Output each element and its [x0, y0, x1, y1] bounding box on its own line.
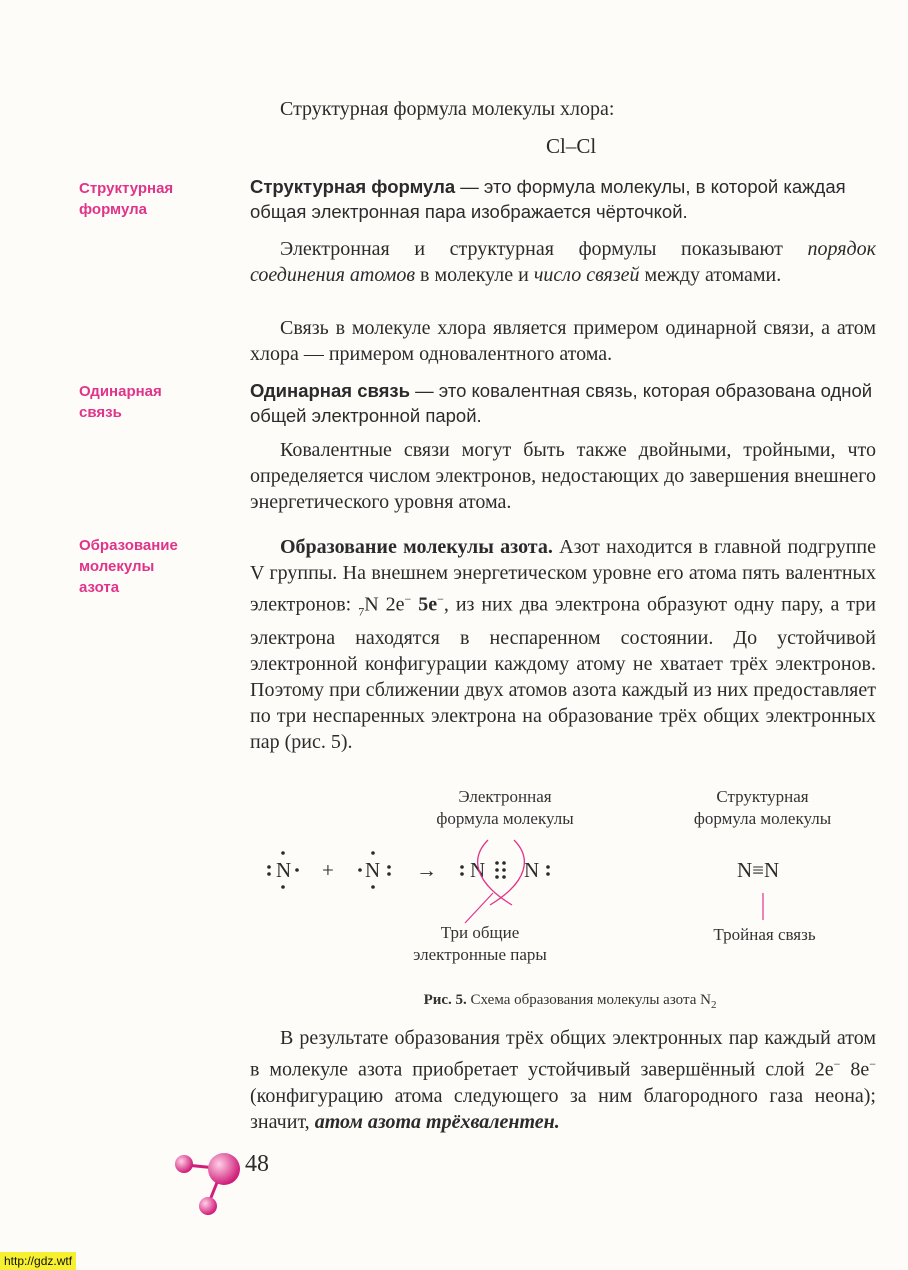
text: Ковалентные связи могут быть также двойными, тройными, что определяется числом электронов, недостающих до завершения внешнего энергетического уровня атома. [250, 439, 876, 513]
triple-bond-formula: N≡N [737, 858, 780, 882]
paragraph-result [250, 1025, 876, 1135]
intro-text: Структурная формула молекулы хлора: [280, 98, 615, 120]
page-number: 48 [245, 1151, 269, 1177]
molecule-decoration-icon [170, 1145, 250, 1220]
caption-subscript: 2 [710, 999, 717, 1011]
chlorine-formula: Cl–Cl [546, 134, 597, 158]
label-line: формула молекулы [436, 809, 574, 828]
electron-dots [267, 851, 550, 889]
text: (конфигурацию атома следующего за ним благородного газа неона); значит, [250, 1084, 876, 1133]
side-label-line: азота [79, 579, 120, 596]
bold-italic-text: атом азота трёхвалентен. [314, 1110, 560, 1133]
figure-label-triple-bond: Тройная связь [713, 925, 816, 944]
definition-text: — это ковалентная связь, которая образована одной общей электронной парой. [250, 380, 873, 426]
side-label-line: формула [79, 201, 147, 218]
footer-url-link[interactable]: http://gdz.wtf [0, 1252, 76, 1270]
plus-sign: + [322, 858, 334, 882]
side-label-line: молекулы [79, 558, 155, 575]
italic-text: порядок соединения атомов [250, 238, 876, 286]
bold-title: Образование молекулы азота. [280, 536, 553, 558]
text: , из них два электрона образуют одну пару, а три электрона находятся в неспаренном состоянии. До устойчивой электронной конфигурации каждому атому не хватает трёх электронов. Поэтому при сближении двух атомов азота каждый из них предоставляет по три неспаренных электрона на образование трёх общих электронных пар (рис. 5). [250, 593, 876, 753]
italic-text: число связей [533, 264, 640, 286]
side-label-line: Одинарная [79, 383, 162, 400]
shared-pair-outline-right [490, 840, 524, 905]
label-line: Электронная [458, 787, 552, 806]
definition-term: Одинарная связь [250, 380, 410, 401]
text: в молекуле и [415, 264, 534, 286]
label-line: электронные пары [413, 945, 547, 964]
side-label-line: Структурная [79, 180, 174, 197]
superscript: − [869, 1057, 876, 1071]
label-line: Три общие [440, 923, 520, 942]
caption-text: Схема образования молекулы азота N [466, 992, 711, 1008]
shared-pair-outline-left [478, 840, 512, 905]
text: Азот находится в главной подгруппе V группы. На внешнем энергетическом уровне его атома пять валентных электронов: [250, 536, 876, 616]
nitrogen-atom-2: N [365, 858, 381, 882]
text: N 2e [364, 593, 405, 616]
figure-caption [300, 989, 840, 1016]
nitrogen-atom-3: N [470, 858, 486, 882]
nitrogen-atom-4: N [524, 858, 540, 882]
caption-label: Рис. 5. [423, 992, 467, 1008]
figure-label-shared-pairs [380, 922, 580, 966]
text: В результате образования трёх общих электронных пар каждый атом в молекуле азота приобретает устойчивый завершённый слой 2e [250, 1027, 876, 1081]
superscript: − [404, 592, 412, 606]
definition-term: Структурная формула [250, 176, 456, 197]
nitrogen-atom-1: N [276, 858, 292, 882]
text: между атомами. [639, 264, 782, 286]
text: 8e [840, 1058, 870, 1081]
superscript: − [833, 1057, 841, 1071]
reaction-arrow: → [416, 858, 437, 882]
subscript: 7 [358, 604, 365, 619]
text: Электронная и структурная формулы показывают [280, 238, 808, 260]
pointer-line-pairs [465, 893, 493, 923]
superscript: − [437, 592, 444, 606]
text: Связь в молекуле хлора является примером одинарной связи, а атом хлора — примером одновалентного атома. [250, 317, 876, 365]
label-line: формула молекулы [693, 809, 832, 828]
label-line: Структурная [716, 787, 809, 806]
side-label-line: связь [79, 404, 122, 421]
side-label-line: Образование [79, 537, 178, 554]
bold-text: 5e [411, 593, 438, 616]
definition-text: — это формула молекулы, в которой каждая общая электронная пара изображается чёрточкой. [250, 176, 846, 222]
